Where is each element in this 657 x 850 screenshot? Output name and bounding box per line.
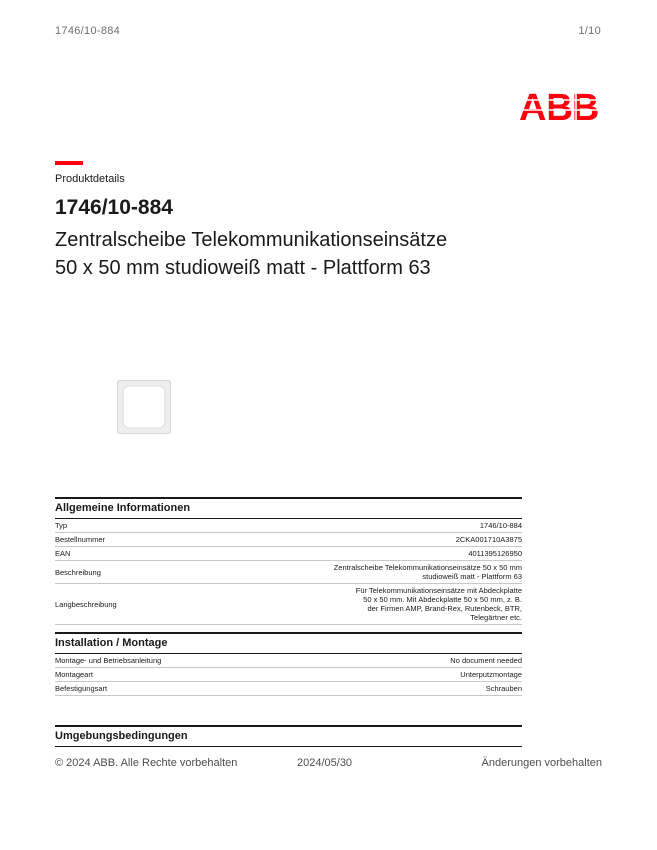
table-row [55, 533, 522, 547]
row-key: Typ [55, 521, 68, 530]
row-value: Zentralscheibe Telekommunikationseinsätze 50 x 50 mm studioweiß matt - Plattform 63 [333, 563, 522, 581]
row-value: No document needed [450, 656, 522, 665]
row-value: Schrauben [485, 684, 522, 693]
svg-text:ABB: ABB [519, 88, 599, 124]
general-info-section [55, 497, 522, 625]
row-key: Beschreibung [55, 567, 101, 577]
row-value: Unterputzmontage [460, 670, 522, 679]
footer-copyright: © 2024 ABB. Alle Rechte vorbehalten [55, 757, 238, 769]
table-row [55, 519, 522, 533]
footer-date: 2024/05/30 [297, 757, 353, 769]
row-key: EAN [55, 549, 71, 558]
section-label: Produktdetails [55, 173, 125, 185]
red-accent-bar [55, 161, 83, 165]
table-row [55, 547, 522, 561]
footer-notice: Änderungen vorbehalten [481, 757, 602, 769]
installation-title: Installation / Montage [55, 632, 522, 654]
header-doc-ref: 1746/10-884 [55, 25, 121, 37]
environment-section [55, 725, 522, 747]
product-name-line1: Zentralscheibe Telekommunikationseinsätze [55, 229, 448, 251]
installation-section [55, 632, 522, 696]
table-row [55, 668, 522, 682]
product-image [117, 380, 171, 439]
row-key: Langbeschreibung [55, 599, 117, 609]
general-info-title: Allgemeine Informationen [55, 497, 522, 519]
table-row [55, 561, 522, 584]
table-row [55, 584, 522, 625]
row-key: Montage- und Betriebsanleitung [55, 656, 162, 665]
product-name-line2: 50 x 50 mm studioweiß matt - Plattform 63 [55, 257, 431, 279]
row-value: 2CKA001710A3875 [455, 535, 522, 544]
row-value: 4011395126950 [468, 549, 522, 558]
header-page-number: 1/10 [578, 25, 601, 37]
row-key: Befestigungsart [55, 684, 108, 693]
row-value: 1746/10-884 [479, 521, 522, 530]
row-value: Für Telekommunikationseinsätze mit Abdeckplatte 50 x 50 mm. Mit Abdeckplatte 50 x 50 mm, z. B. der Firmen AMP, Brand-Rex, Rutenbeck, BTR, Telegärtner etc. [355, 586, 522, 622]
row-key: Bestellnummer [55, 535, 106, 544]
environment-title: Umgebungsbedingungen [55, 725, 522, 747]
abb-logo [519, 88, 603, 129]
product-id: 1746/10-884 [55, 196, 173, 219]
table-row [55, 682, 522, 696]
row-key: Montageart [55, 670, 93, 679]
table-row [55, 654, 522, 668]
product-name [55, 226, 555, 282]
